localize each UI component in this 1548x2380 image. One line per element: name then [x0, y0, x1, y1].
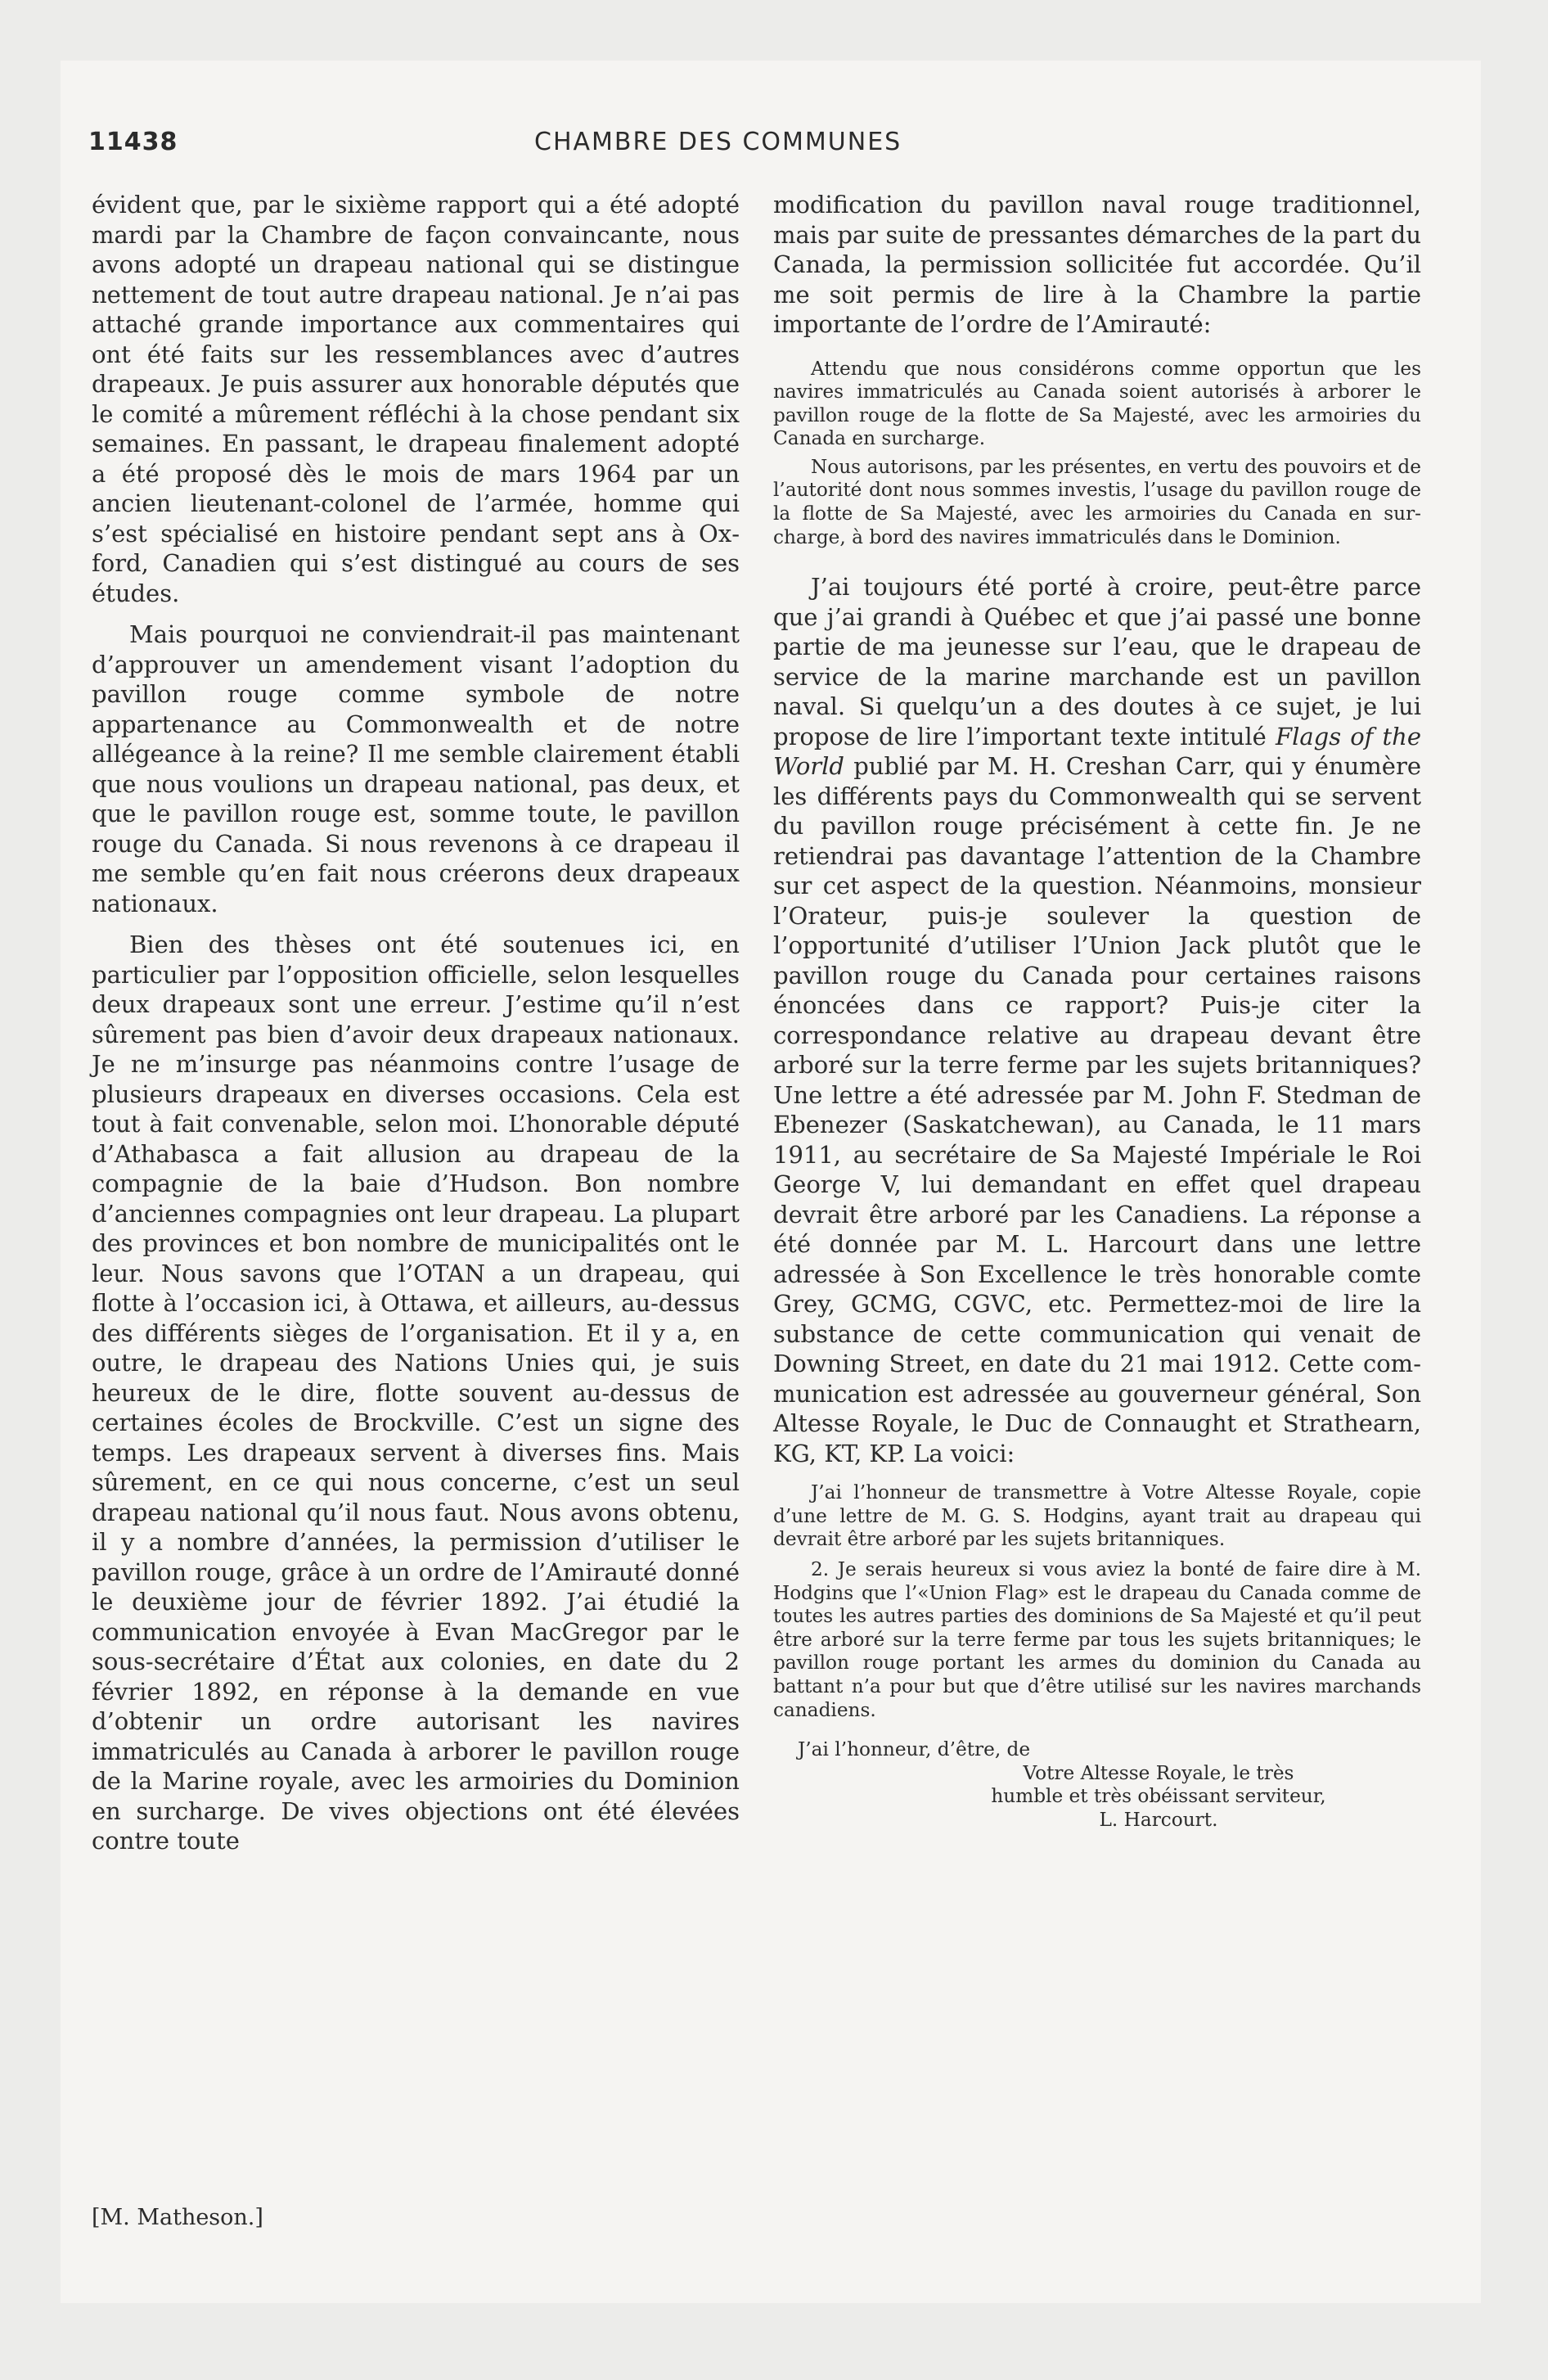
- page-header: [88, 123, 1447, 164]
- letter-quote: 2. Je serais heureux si vous aviez la bonté de faire dire à M. Hodgins que l’«Union Flag» est le drapeau du Canada comme de toutes les autres parties des dominions de Sa Majesté et qu’il peut être arboré sur la terre ferme par tous les sujets britanniques; le pavillon rouge portant les armes du dominion du Canada au battant n’a pour but que d’être utilisé sur les navires marchands canadiens.: [773, 1558, 1421, 1721]
- signature-block: [896, 1762, 1421, 1832]
- admiralty-quote: Nous autorisons, par les présentes, en vertu des pouvoirs et de l’autorité dont nous sommes investis, l’usage du pavillon rouge de la flotte de Sa Majesté, avec les armoiries du Canada en surcharge, à bord des navires immatriculés dans le Dominion.: [773, 455, 1421, 548]
- paragraph: [773, 572, 1421, 1468]
- paragraph: évident que, par le sixième rapport qui a été adopté mardi par la Chambre de façon convaincante, nous avons adopté un drapeau national qui se distingue nettement de tout autre drapeau national. Je n’ai pas attaché grande importance aux commentaires qui ont été faits sur les ressemblances avec d’autres drapeaux. Je puis assurer aux honorable députés que le comité a mûrement réfléchi à la chose pendant six semaines. En passant, le drapeau finalement adopté a été proposé dès le mois de mars 1964 par un ancien lieutenant-colonel de l’armée, homme qui s’est spécialisé en histoire pendant sept ans à Oxford, Canadien qui s’est distingué au cours de ses études.: [92, 191, 740, 607]
- paragraph-text: J’ai toujours été porté à croire, peut-être parce que j’ai grandi à Québec et que j’ai passé une bonne partie de ma jeunesse sur l’eau, que le drapeau de service de la marine marchande est un pavillon naval. Si quelqu’un a des doutes à ce sujet, je lui propose de lire l’important texte intitulé: [773, 573, 1421, 751]
- paragraph: Bien des thèses ont été soutenues ici, en particulier par l’opposition officielle, selon lesquelles deux drapeaux sont une erreur. J’estime qu’il n’est sûrement pas bien d’avoir deux drapeaux nationaux. Je ne m’insurge pas néanmoins contre l’usage de plusieurs drapeaux en diverses occasions. Cela est tout à fait convenable, selon moi. L’honorable député d’Athabasca a fait allusion au drapeau de la compagnie de la baie d’Hudson. Bon nombre d’anciennes compagnies ont leur drapeau. La plupart des provinces et bon nombre de municipalités ont le leur. Nous savons que l’OTAN a un drapeau, qui flotte à l’occasion ici, à Ottawa, et ailleurs, au-dessus des différents sièges de l’organisation. Et il y a, en outre, le drapeau des Nations Unies qui, je suis heureux de le dire, flotte souvent au-dessus de certaines écoles de Brockville. C’est un signe des temps. Les drapeaux servent à diverses fins. Mais sûrement, en ce qui nous concerne, c’est un seul drapeau national qu’il nous faut. Nous avons obtenu, il y a nombre d’années, la permission d’utiliser le pavillon rouge, grâce à un ordre de l’Amirauté donné le deuxième jour de février 1892. J’ai étudié la communication envoyée à Evan MacGregor par le sous-secrétaire d’État aux colonies, en date du 2 février 1892, en réponse à la demande en vue d’obtenir un ordre autorisant les navires immatriculés au Canada à arborer le pavillon rouge de la Marine royale, avec les armoiries du Dominion en surcharge. De vives objections ont été élevées contre toute: [92, 931, 740, 1855]
- letter-quote: J’ai l’honneur de transmettre à Votre Altesse Royale, copie d’une lettre de M. G. S. Hodgins, ayant trait au drapeau qui devrait être arboré par les sujets britanniques.: [773, 1481, 1421, 1551]
- running-title: CHAMBRE DES COMMUNES: [534, 128, 902, 156]
- letter-signoff: J’ai l’honneur, d’être, de: [798, 1738, 1031, 1761]
- book-title: Flags of the World: [773, 722, 1421, 781]
- speaker-attribution: [M. Matheson.]: [92, 2205, 263, 2230]
- signature-line: Votre Altesse Royale, le très: [1023, 1761, 1294, 1784]
- page-number: 11438: [88, 128, 178, 156]
- paragraph: modification du pavillon naval rouge traditionnel, mais par suite de pressantes démarches de la part du Canada, la permission sollicitée fut accordée. Qu’il me soit permis de lire à la Chambre la partie importante de l’ordre de l’Amirauté:: [773, 191, 1421, 338]
- paragraph-text: publié par M. H. Creshan Carr, qui y énumère les différents pays du Commonwealth qui se servent du pavillon rouge précisément à cette fin. Je ne retiendrai pas davantage l’attention de la Chambre sur cet aspect de la question. Néanmoins, monsieur l’Orateur, puis-je soulever la question de l’opportunité d’utiliser l’Union Jack plutôt que le pavillon rouge du Canada pour certaines raisons énoncées dans ce rapport? Puis-je citer la correspondance relative au drapeau devant être arboré sur la terre ferme par les sujets britanniques? Une lettre a été adressée par M. John F. Stedman de Ebenezer (Saskatchewan), au Canada, le 11 mars 1911, au secrétaire de Sa Majesté Impériale le Roi George V, lui demandant en effet quel drapeau devrait être arboré par les Canadiens. La réponse a été donnée par M. L. Harcourt dans une lettre adressée à Son Excellence le très honorable comte Grey, GCMG, CGVC, etc. Permettez-moi de lire la substance de cette communication qui venait de Downing Street, en date du 21 mai 1912. Cette communication est adressée au gouverneur général, Son Altesse Royale, le Duc de Connaught et Strathearn, KG, KT, KP. La voici:: [773, 752, 1421, 1467]
- right-column: [773, 190, 1421, 1832]
- paragraph: Mais pourquoi ne conviendrait-il pas maintenant d’approuver un amendement visant l’adoption du pavillon rouge comme symbole de notre appartenance au Commonwealth et de notre allégeance à la reine? Il me semble clairement établi que nous voulions un drapeau national, pas deux, et que le pavillon rouge est, somme toute, le pavillon rouge du Canada. Si nous revenons à ce drapeau il me semble qu’en fait nous créerons deux drapeaux nationaux.: [92, 620, 740, 917]
- signature-name: L. Harcourt.: [1099, 1808, 1218, 1831]
- signature-line: humble et très obéissant serviteur,: [991, 1785, 1326, 1808]
- admiralty-quote: Attendu que nous considérons comme opportun que les navires immatriculés au Canada soient autorisés à arborer le pavillon rouge de la flotte de Sa Majesté, avec les armoiries du Canada en surcharge.: [773, 357, 1421, 450]
- left-column: [92, 190, 740, 1856]
